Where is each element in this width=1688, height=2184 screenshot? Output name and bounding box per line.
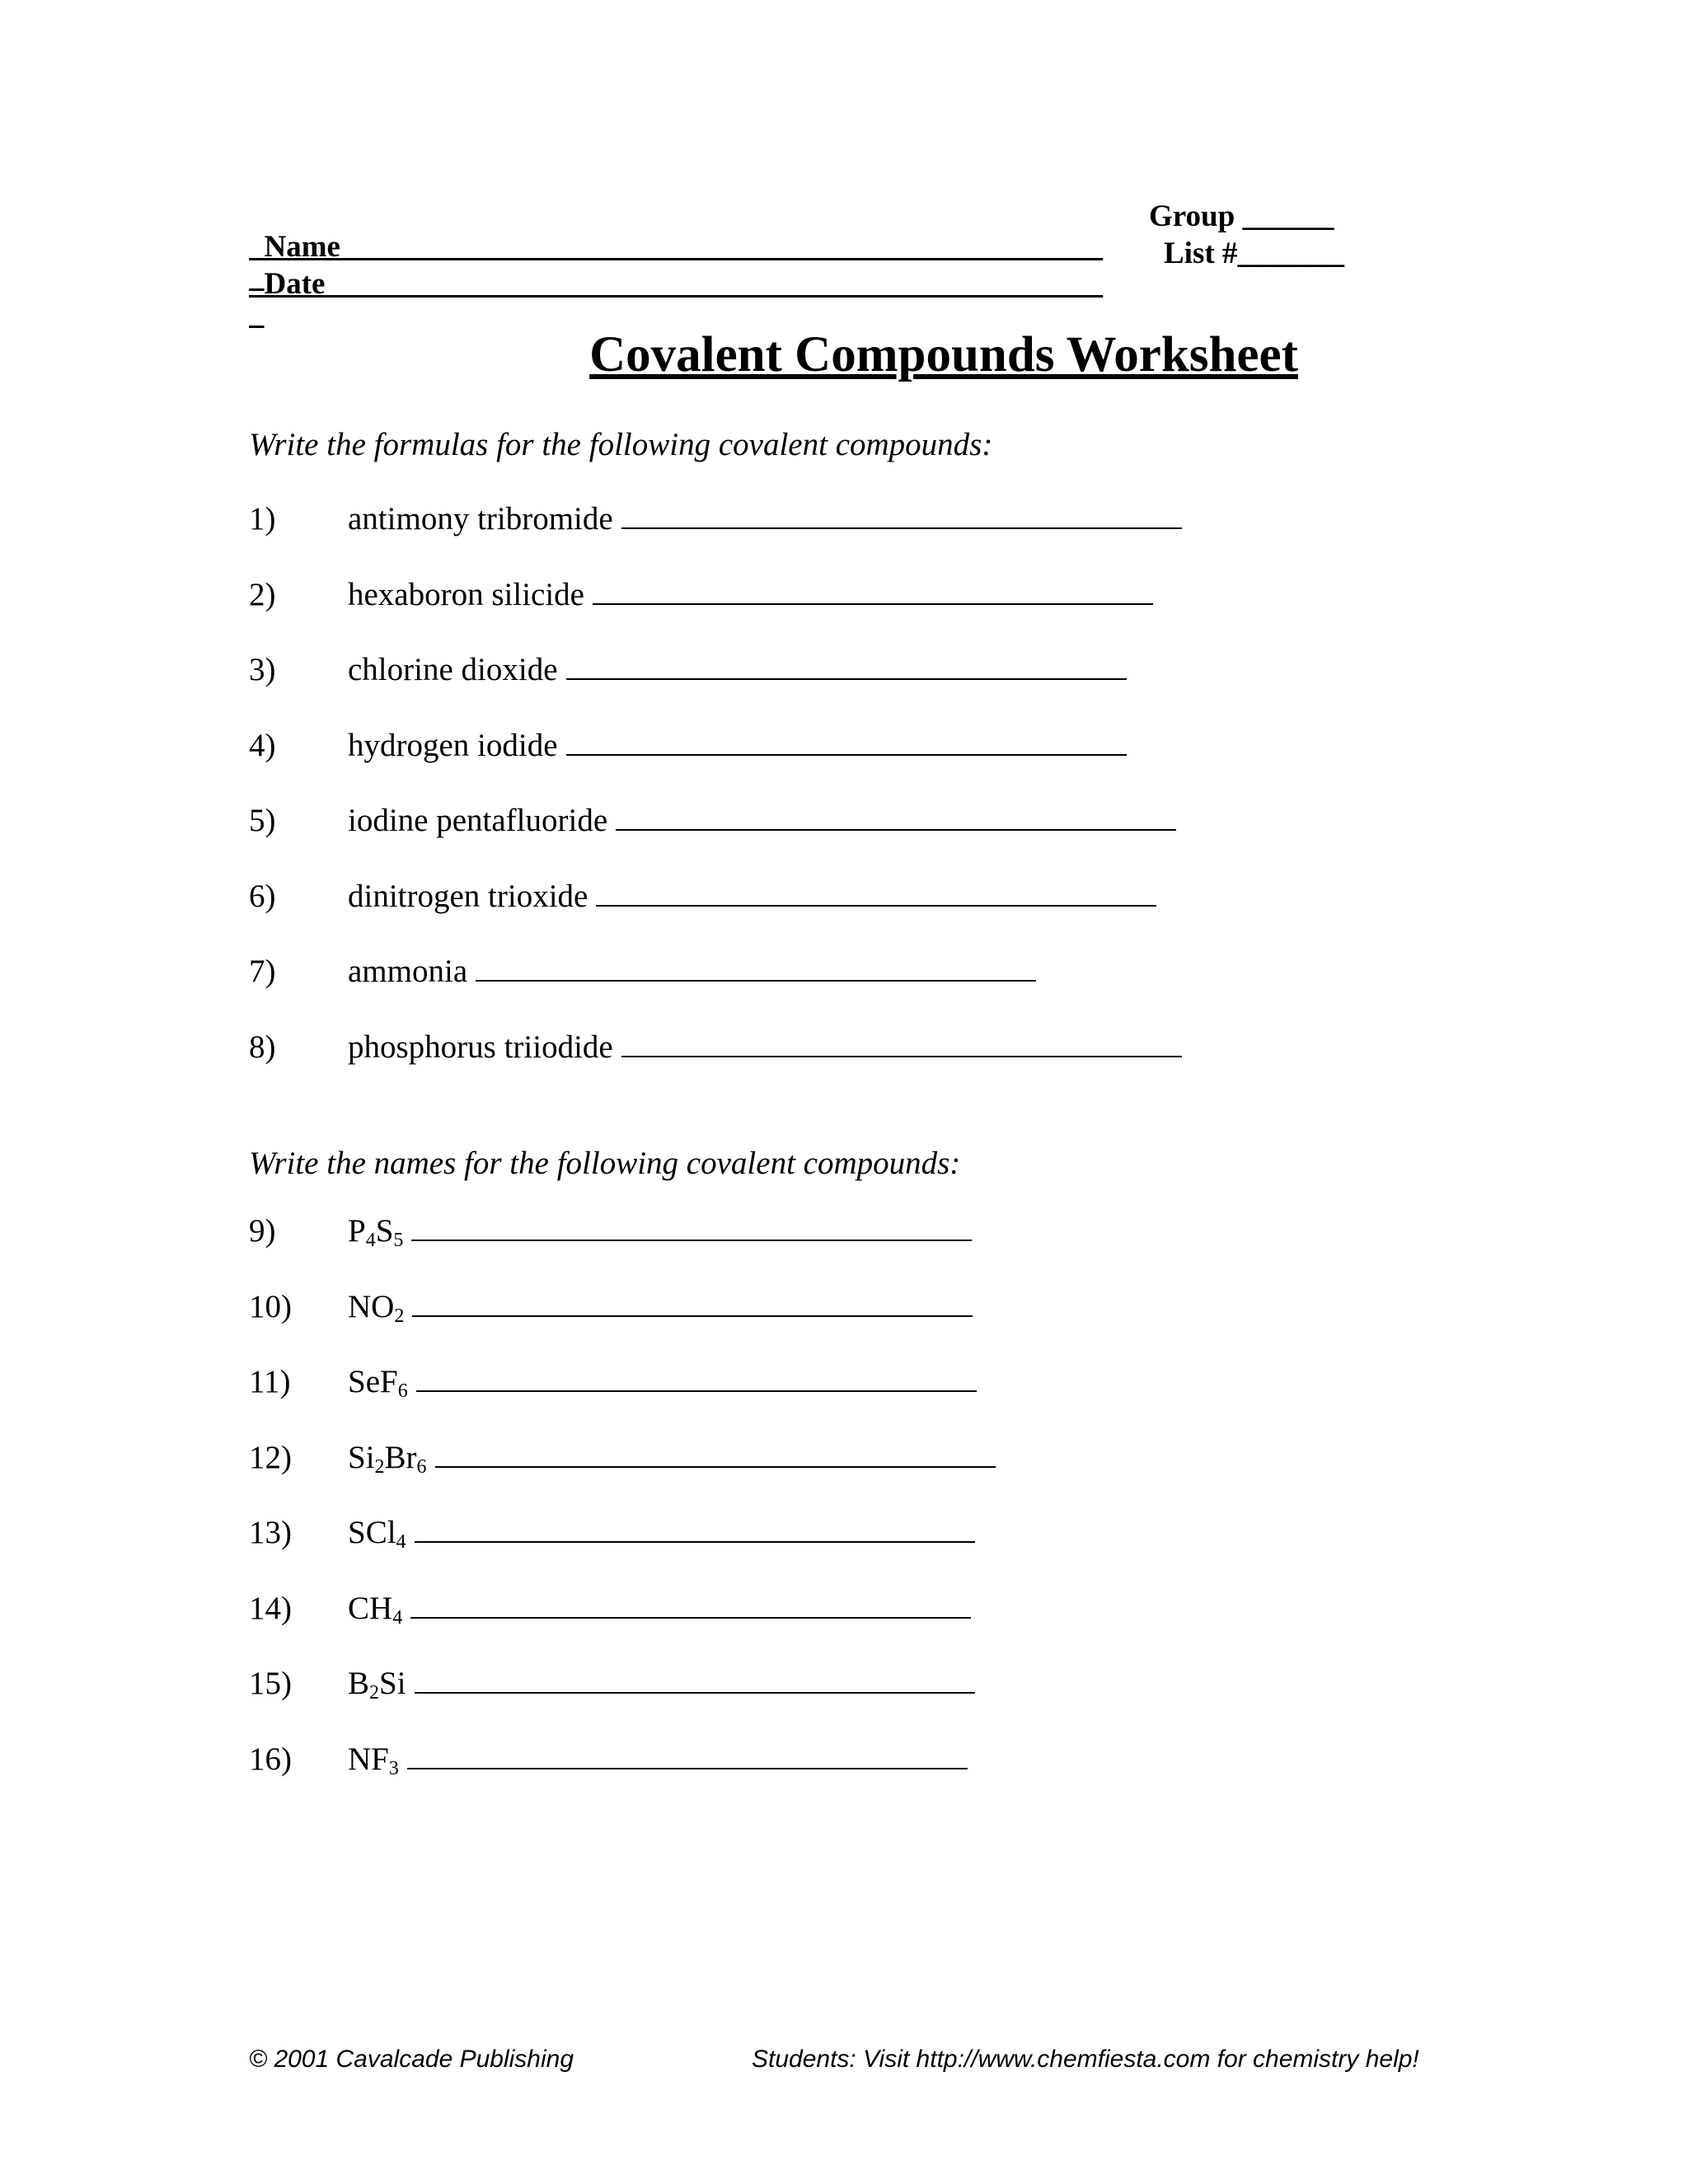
question-number: 6) xyxy=(249,878,276,914)
question-row xyxy=(249,1666,975,1703)
question-number: 8) xyxy=(249,1029,276,1065)
question-row xyxy=(249,954,1036,987)
question-number: 14) xyxy=(249,1590,292,1626)
formula-subscript: 2 xyxy=(374,1455,385,1478)
copyright-footer: © 2001 Cavalcade Publishing xyxy=(249,2046,574,2073)
formula-subscript: 2 xyxy=(394,1305,405,1327)
question-number: 7) xyxy=(249,954,276,989)
answer-blank[interactable] xyxy=(410,1591,971,1619)
question-row xyxy=(249,501,1182,535)
answer-blank[interactable] xyxy=(415,1515,975,1543)
compound-name: chlorine dioxide xyxy=(348,652,558,687)
question-number: 11) xyxy=(249,1364,291,1399)
compound-name: antimony tribromide xyxy=(348,501,613,537)
compound-name: phosphorus triiodide xyxy=(348,1029,613,1065)
formula-subscript: 4 xyxy=(396,1531,406,1553)
compound-formula: $NF_3$ xyxy=(348,1741,399,1779)
question-number: 3) xyxy=(249,652,276,687)
question-row xyxy=(249,1591,971,1628)
page-title: Covalent Compounds Worksheet xyxy=(589,327,1298,382)
question-row xyxy=(249,1213,972,1250)
question-row xyxy=(249,1741,968,1779)
compound-name: hexaboron silicide xyxy=(348,576,584,612)
compound-name: hydrogen iodide xyxy=(348,727,558,763)
answer-blank[interactable] xyxy=(566,652,1127,680)
answer-blank[interactable] xyxy=(415,1666,975,1694)
group-field[interactable] xyxy=(1149,201,1334,232)
compound-formula: SCl$_4$ xyxy=(348,1515,406,1553)
question-row xyxy=(249,577,1153,611)
section2-instruction: Write the names for the following covalent compounds: xyxy=(249,1146,961,1181)
compound-name: ammonia xyxy=(348,954,468,989)
question-row xyxy=(249,1364,977,1401)
answer-blank[interactable] xyxy=(435,1440,996,1468)
compound-name: iodine pentafluoride xyxy=(348,803,608,838)
answer-blank[interactable] xyxy=(566,728,1127,756)
question-row xyxy=(249,1515,975,1552)
question-row xyxy=(249,1440,996,1477)
question-number: 16) xyxy=(249,1741,292,1777)
question-number: 10) xyxy=(249,1288,292,1324)
formula-subscript: 6 xyxy=(397,1380,408,1402)
compound-formula: SeF$_6$ xyxy=(348,1364,408,1402)
date-label: Date xyxy=(264,267,326,301)
date-field[interactable] xyxy=(249,237,1344,330)
answer-blank[interactable] xyxy=(621,501,1182,529)
formula-subscript: 3 xyxy=(388,1757,399,1779)
question-number: 5) xyxy=(249,803,276,838)
answer-blank[interactable] xyxy=(411,1213,972,1241)
compound-formula: $B_2Si$ xyxy=(348,1666,406,1704)
question-number: 4) xyxy=(249,727,276,763)
formula-subscript: 4 xyxy=(365,1230,376,1251)
question-number: 2) xyxy=(249,576,276,612)
section1-instruction: Write the formulas for the following covalent compounds: xyxy=(249,427,993,462)
answer-blank[interactable] xyxy=(596,879,1156,907)
compound-formula: $CH_4$ xyxy=(348,1590,403,1629)
answer-blank[interactable] xyxy=(416,1364,977,1392)
answer-blank[interactable] xyxy=(407,1741,968,1769)
compound-formula: $NO_2$ xyxy=(348,1288,405,1327)
formula-subscript: 6 xyxy=(416,1455,427,1478)
formula-subscript: 2 xyxy=(369,1682,380,1704)
question-row xyxy=(249,728,1127,762)
group-label: Group xyxy=(1149,199,1236,233)
compound-formula: $P_4S_5$ xyxy=(348,1213,404,1251)
question-row xyxy=(249,1289,973,1326)
formula-subscript: 5 xyxy=(393,1230,404,1251)
formula-subscript: 4 xyxy=(392,1606,403,1629)
compound-formula: $Si_2Br_6$ xyxy=(348,1439,427,1478)
answer-blank[interactable] xyxy=(616,803,1176,831)
question-row xyxy=(249,879,1156,912)
list-label: List # xyxy=(1164,237,1238,270)
help-footer: Students: Visit http://www.chemfiesta.com for chemistry help! xyxy=(752,2046,1419,2073)
answer-blank[interactable] xyxy=(412,1289,973,1317)
name-label: Name xyxy=(264,230,340,264)
question-number: 9) xyxy=(249,1213,276,1249)
group-blank[interactable]: ______ xyxy=(1242,199,1334,233)
list-field[interactable] xyxy=(1164,238,1344,269)
answer-blank[interactable] xyxy=(621,1029,1182,1057)
question-row xyxy=(249,1029,1182,1063)
list-blank[interactable]: _______ xyxy=(1237,237,1344,270)
question-number: 15) xyxy=(249,1666,292,1701)
question-number: 1) xyxy=(249,501,276,537)
date-blank[interactable]: ___________________________________________________ xyxy=(325,267,1103,301)
name-blank[interactable]: __________________________________________________ xyxy=(340,230,1103,264)
compound-name: dinitrogen trioxide xyxy=(348,878,588,914)
question-row xyxy=(249,652,1127,686)
question-number: 13) xyxy=(249,1515,292,1550)
answer-blank[interactable] xyxy=(476,954,1036,982)
answer-blank[interactable] xyxy=(593,577,1153,605)
question-row xyxy=(249,803,1176,837)
question-number: 12) xyxy=(249,1439,292,1475)
